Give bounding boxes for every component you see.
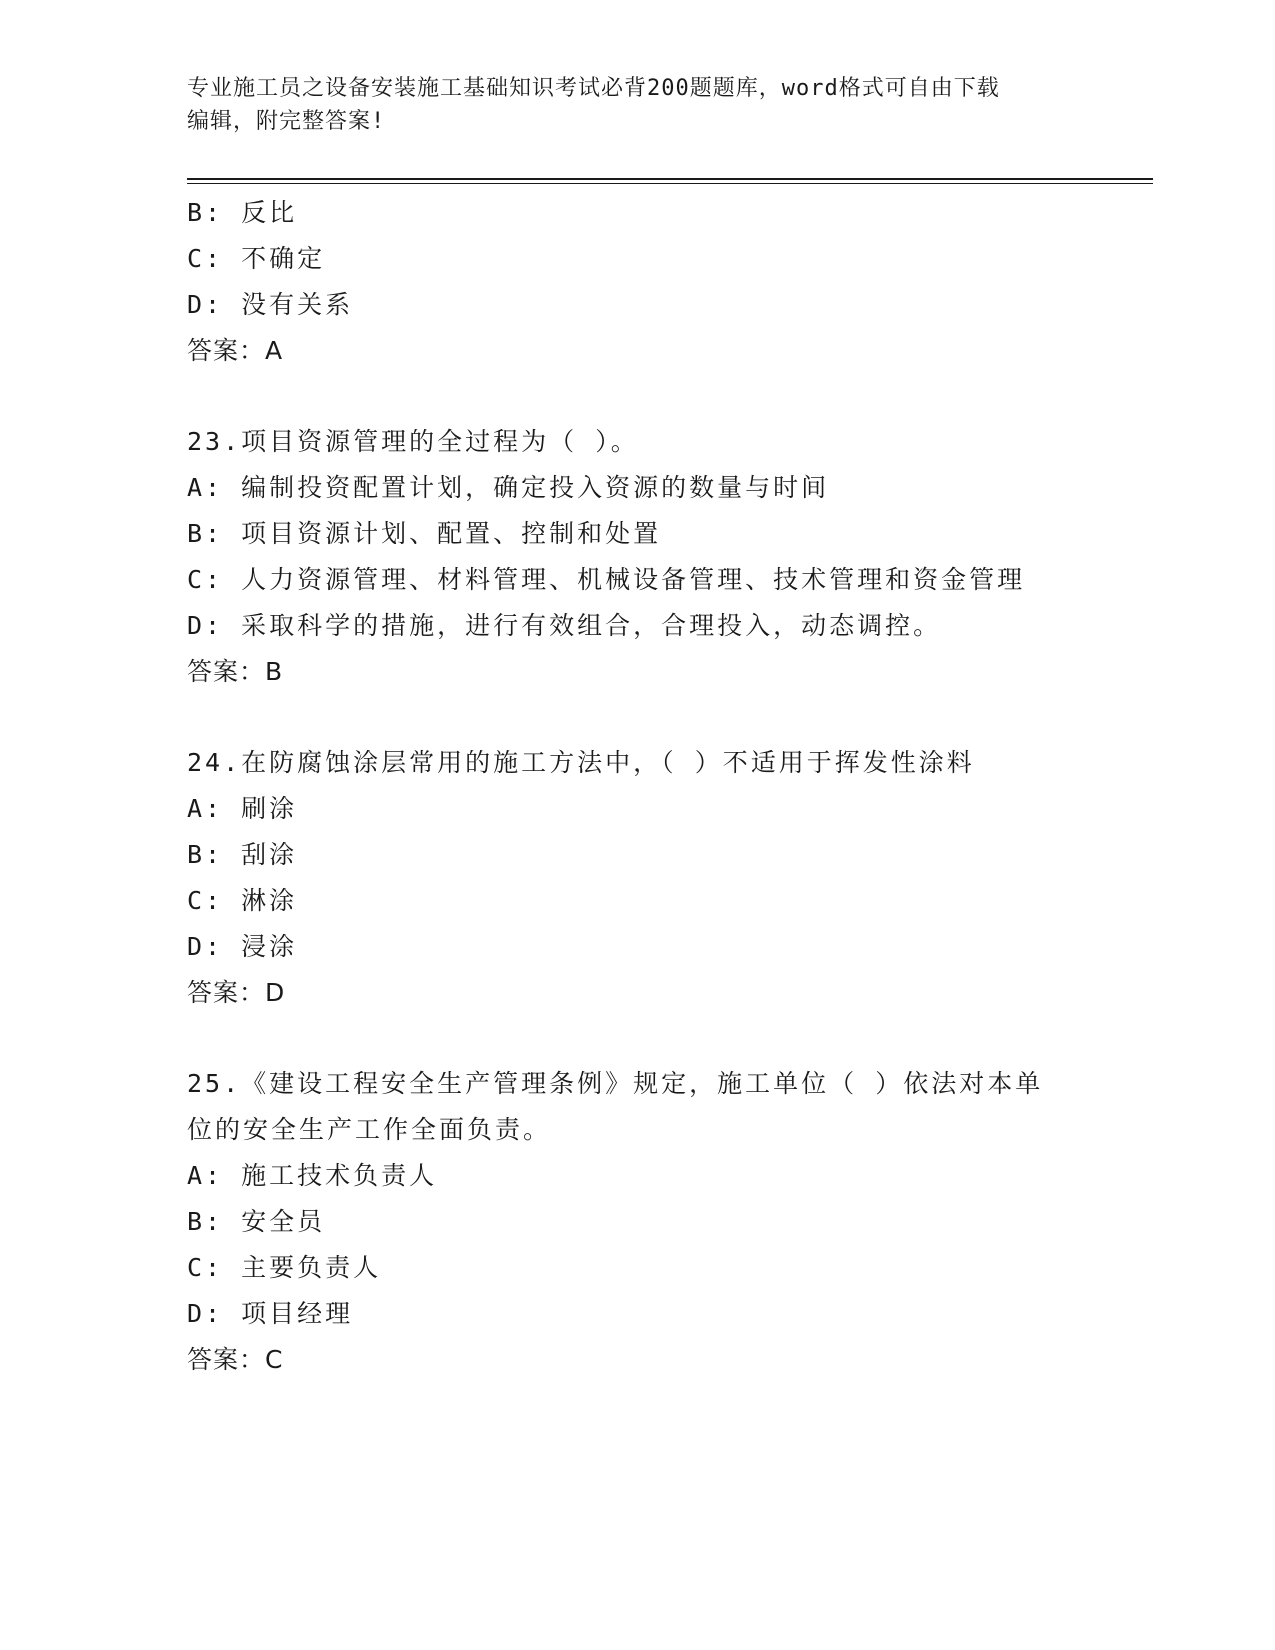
header-divider-thin	[187, 183, 1153, 184]
answer: 答案：D	[187, 978, 286, 1007]
option-a: A: 编制投资配置计划，确定投入资源的数量与时间	[187, 473, 830, 502]
option-d: D: 浸涂	[187, 932, 298, 961]
question-block-22	[187, 190, 1087, 374]
option-b: B: 项目资源计划、配置、控制和处置	[187, 519, 662, 548]
question-title: 24.在防腐蚀涂层常用的施工方法中，（ ）不适用于挥发性涂料	[187, 748, 975, 777]
question-block-23	[187, 419, 1087, 695]
answer: 答案：C	[187, 1345, 284, 1374]
option-c: C: 淋涂	[187, 886, 298, 915]
option-b: B: 安全员	[187, 1207, 326, 1236]
header-divider	[187, 178, 1153, 180]
option-c: C: 人力资源管理、材料管理、机械设备管理、技术管理和资金管理	[187, 565, 1026, 594]
option-a: A: 刷涂	[187, 794, 298, 823]
option-d: D: 项目经理	[187, 1299, 354, 1328]
question-title-line-1: 25.《建设工程安全生产管理条例》规定，施工单位（ ）依法对本单	[187, 1069, 1044, 1098]
answer: 答案：B	[187, 657, 284, 686]
option-a: A: 施工技术负责人	[187, 1161, 438, 1190]
option-b: B: 反比	[187, 198, 298, 227]
option-c: C: 主要负责人	[187, 1253, 382, 1282]
header-line-2: 编辑，附完整答案!	[187, 109, 386, 134]
question-list	[187, 190, 1087, 1383]
question-block-24	[187, 740, 1087, 1016]
question-block-25	[187, 1061, 1087, 1383]
option-d: D: 没有关系	[187, 290, 354, 319]
option-d: D: 采取科学的措施，进行有效组合，合理投入，动态调控。	[187, 611, 942, 640]
answer: 答案：A	[187, 336, 284, 365]
question-title-line-2: 位的安全生产工作全面负责。	[187, 1115, 552, 1144]
option-c: C: 不确定	[187, 244, 326, 273]
header-line-1: 专业施工员之设备安装施工基础知识考试必背200题题库，word格式可自由下载	[187, 76, 1000, 101]
question-title: 23.项目资源管理的全过程为（ ）。	[187, 427, 639, 456]
option-b: B: 刮涂	[187, 840, 298, 869]
document-header	[187, 72, 1087, 138]
